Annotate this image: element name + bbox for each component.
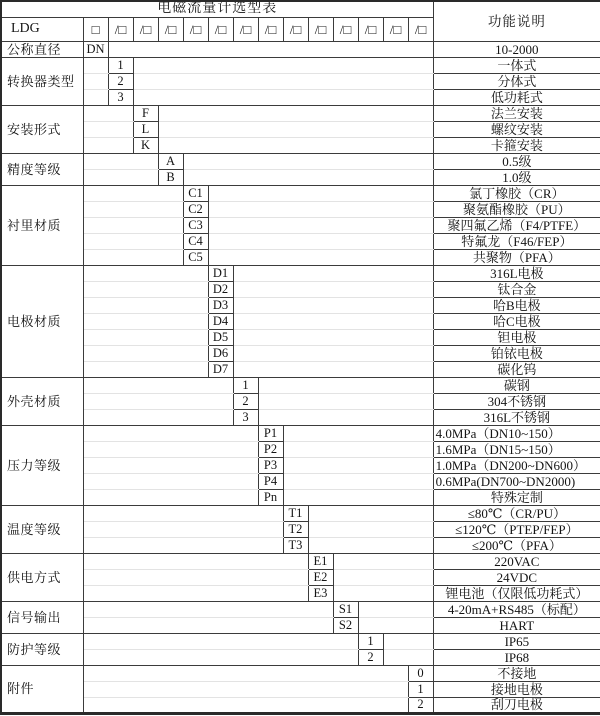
spacer-cell	[258, 377, 433, 393]
group-label: 衬里材质	[1, 185, 83, 265]
option-row	[1, 313, 600, 329]
option-code-cell: A	[158, 153, 183, 169]
spacer-cell	[83, 153, 158, 169]
spacer-cell	[83, 633, 358, 649]
spacer-cell	[233, 281, 433, 297]
spacer-cell	[83, 201, 183, 217]
spacer-cell	[158, 137, 433, 153]
spacer-cell	[83, 569, 308, 585]
option-code-cell: L	[133, 121, 158, 137]
option-description-cell: 特殊定制	[433, 489, 600, 505]
model-slot-cell: /□	[208, 17, 233, 41]
spacer-cell	[83, 233, 183, 249]
option-description-cell: 碳化钨	[433, 361, 600, 377]
spacer-cell	[133, 89, 433, 105]
option-description-cell: 聚四氟乙烯（F4/PTFE）	[433, 217, 600, 233]
option-row	[1, 553, 600, 569]
option-row	[1, 393, 600, 409]
option-row	[1, 489, 600, 505]
spacer-cell	[308, 505, 433, 521]
option-code-cell: P1	[258, 425, 283, 441]
model-box-cell: □	[83, 17, 108, 41]
option-code-cell: S1	[333, 601, 358, 617]
spacer-cell	[308, 537, 433, 553]
group-label: 电极材质	[1, 265, 83, 377]
option-row	[1, 345, 600, 361]
spacer-cell	[83, 601, 333, 617]
model-slot-cell: /□	[108, 17, 133, 41]
option-row	[1, 425, 600, 441]
option-description-cell: 共聚物（PFA）	[433, 249, 600, 265]
option-code-cell: T2	[283, 521, 308, 537]
spacer-cell	[283, 489, 433, 505]
group-label: 外壳材质	[1, 377, 83, 425]
option-row	[1, 601, 600, 617]
spacer-cell	[83, 521, 283, 537]
model-slot-cell: /□	[383, 17, 408, 41]
spacer-cell	[258, 409, 433, 425]
option-row	[1, 201, 600, 217]
option-code-cell: F	[133, 105, 158, 121]
option-row	[1, 73, 600, 89]
spacer-cell	[233, 361, 433, 377]
option-description-cell: 螺纹安装	[433, 121, 600, 137]
spacer-cell	[83, 377, 233, 393]
option-code-cell: P2	[258, 441, 283, 457]
option-code-cell: 3	[108, 89, 133, 105]
option-code-cell: 3	[233, 409, 258, 425]
option-code-cell: C1	[183, 185, 208, 201]
option-code-cell: E3	[308, 585, 333, 601]
option-row	[1, 329, 600, 345]
model-slot-cell: /□	[408, 17, 433, 41]
spacer-cell	[233, 345, 433, 361]
option-description-cell: ≤80℃（CR/PU）	[433, 505, 600, 521]
model-slot-cell: /□	[133, 17, 158, 41]
option-description-cell: 哈C电极	[433, 313, 600, 329]
spacer-cell	[83, 649, 358, 665]
spacer-cell	[283, 457, 433, 473]
spacer-cell	[83, 329, 208, 345]
option-row	[1, 441, 600, 457]
option-row	[1, 265, 600, 281]
option-row	[1, 569, 600, 585]
spacer-cell	[83, 345, 208, 361]
spacer-cell	[208, 217, 433, 233]
spacer-cell	[333, 585, 433, 601]
option-code-cell: DN	[83, 41, 108, 57]
option-row	[1, 121, 600, 137]
option-description-cell: IP68	[433, 649, 600, 665]
option-row	[1, 169, 600, 185]
option-description-cell: 碳钢	[433, 377, 600, 393]
option-code-cell: K	[133, 137, 158, 153]
option-row	[1, 185, 600, 201]
model-slot-cell: /□	[283, 17, 308, 41]
spacer-cell	[83, 585, 308, 601]
option-code-cell: D1	[208, 265, 233, 281]
option-row	[1, 649, 600, 665]
option-code-cell: E2	[308, 569, 333, 585]
option-code-cell: P3	[258, 457, 283, 473]
group-label: 转换器类型	[1, 57, 83, 105]
spacer-cell	[208, 185, 433, 201]
option-code-cell: 1	[108, 57, 133, 73]
spacer-cell	[83, 697, 408, 713]
model-slot-cell: /□	[258, 17, 283, 41]
option-row	[1, 665, 600, 681]
table-title: 电磁流量计选型表	[1, 1, 433, 17]
group-label: 安装形式	[1, 105, 83, 153]
group-label: 附件	[1, 665, 83, 713]
option-row	[1, 153, 600, 169]
spacer-cell	[83, 89, 108, 105]
function-column-header: 功能说明	[433, 1, 600, 41]
spacer-cell	[208, 233, 433, 249]
spacer-cell	[83, 185, 183, 201]
spacer-cell	[158, 105, 433, 121]
option-code-cell: C4	[183, 233, 208, 249]
option-code-cell: B	[158, 169, 183, 185]
option-row	[1, 89, 600, 105]
option-description-cell: 接地电极	[433, 681, 600, 697]
model-slot-cell: /□	[183, 17, 208, 41]
option-code-cell: 1	[358, 633, 383, 649]
spacer-cell	[83, 537, 283, 553]
spacer-cell	[83, 73, 108, 89]
option-description-cell: 铂铱电极	[433, 345, 600, 361]
group-label: 温度等级	[1, 505, 83, 553]
option-description-cell: 哈B电极	[433, 297, 600, 313]
option-description-cell: 聚氨酯橡胶（PU）	[433, 201, 600, 217]
option-description-cell: HART	[433, 617, 600, 633]
option-description-cell: IP65	[433, 633, 600, 649]
spacer-cell	[233, 297, 433, 313]
spacer-cell	[108, 41, 433, 57]
option-row	[1, 217, 600, 233]
spacer-cell	[333, 569, 433, 585]
option-code-cell: S2	[333, 617, 358, 633]
option-description-cell: 316L电极	[433, 265, 600, 281]
spacer-cell	[83, 105, 133, 121]
spacer-cell	[283, 473, 433, 489]
spacer-cell	[83, 361, 208, 377]
option-description-cell: 特氟龙（F46/FEP）	[433, 233, 600, 249]
option-description-cell: 304不锈钢	[433, 393, 600, 409]
spacer-cell	[83, 217, 183, 233]
option-description-cell: 一体式	[433, 57, 600, 73]
option-description-cell: 24VDC	[433, 569, 600, 585]
spacer-cell	[358, 617, 433, 633]
option-code-cell: 2	[233, 393, 258, 409]
option-row	[1, 585, 600, 601]
option-row	[1, 681, 600, 697]
group-label: 精度等级	[1, 153, 83, 185]
option-code-cell: D3	[208, 297, 233, 313]
option-code-cell: D7	[208, 361, 233, 377]
model-slot-cell: /□	[308, 17, 333, 41]
group-label: 供电方式	[1, 553, 83, 601]
spacer-cell	[283, 425, 433, 441]
option-description-cell: 1.0MPa（DN200~DN600）	[433, 457, 600, 473]
spacer-cell	[183, 169, 433, 185]
spacer-cell	[233, 265, 433, 281]
option-row	[1, 233, 600, 249]
option-description-cell: 钛合金	[433, 281, 600, 297]
option-description-cell: 4-20mA+RS485（标配）	[433, 601, 600, 617]
spacer-cell	[83, 121, 133, 137]
option-description-cell: 低功耗式	[433, 89, 600, 105]
option-code-cell: 1	[408, 681, 433, 697]
option-row	[1, 377, 600, 393]
spacer-cell	[83, 249, 183, 265]
option-row	[1, 473, 600, 489]
option-code-cell: 2	[408, 697, 433, 713]
model-slot-cell: /□	[158, 17, 183, 41]
spacer-cell	[208, 201, 433, 217]
option-description-cell: 1.0级	[433, 169, 600, 185]
option-description-cell: 刮刀电极	[433, 697, 600, 713]
option-row	[1, 617, 600, 633]
option-row	[1, 281, 600, 297]
option-row	[1, 697, 600, 713]
option-code-cell: P4	[258, 473, 283, 489]
spacer-cell	[83, 665, 408, 681]
spacer-cell	[283, 441, 433, 457]
option-description-cell: 卡箍安装	[433, 137, 600, 153]
option-row	[1, 105, 600, 121]
spacer-cell	[258, 393, 433, 409]
spacer-cell	[83, 169, 158, 185]
spacer-cell	[83, 281, 208, 297]
option-row	[1, 297, 600, 313]
option-description-cell: 4.0MPa（DN10~150）	[433, 425, 600, 441]
option-description-cell: 316L不锈钢	[433, 409, 600, 425]
title-row	[1, 1, 600, 17]
spacer-cell	[83, 409, 233, 425]
spacer-cell	[83, 137, 133, 153]
option-code-cell: 0	[408, 665, 433, 681]
option-row	[1, 537, 600, 553]
group-label: 信号输出	[1, 601, 83, 633]
spacer-cell	[183, 153, 433, 169]
option-row	[1, 521, 600, 537]
option-code-cell: E1	[308, 553, 333, 569]
option-description-cell: 氯丁橡胶（CR）	[433, 185, 600, 201]
option-code-cell: C2	[183, 201, 208, 217]
option-code-cell: T3	[283, 537, 308, 553]
option-code-cell: D4	[208, 313, 233, 329]
spacer-cell	[133, 73, 433, 89]
spacer-cell	[83, 425, 258, 441]
spacer-cell	[158, 121, 433, 137]
option-row	[1, 249, 600, 265]
option-description-cell: 钽电极	[433, 329, 600, 345]
option-code-cell: T1	[283, 505, 308, 521]
option-row	[1, 361, 600, 377]
option-code-cell: D5	[208, 329, 233, 345]
option-description-cell: 1.6MPa（DN15~150）	[433, 441, 600, 457]
option-row	[1, 457, 600, 473]
spacer-cell	[83, 617, 333, 633]
spacer-cell	[308, 521, 433, 537]
option-description-cell: ≤120℃（PTEP/FEP）	[433, 521, 600, 537]
option-code-cell: D6	[208, 345, 233, 361]
model-slot-cell: /□	[333, 17, 358, 41]
spacer-cell	[83, 457, 258, 473]
group-label: 防护等级	[1, 633, 83, 665]
option-description-cell: 锂电池（仅限低功耗式）	[433, 585, 600, 601]
spacer-cell	[83, 473, 258, 489]
model-prefix-cell: LDG	[1, 17, 83, 41]
model-slot-cell: /□	[358, 17, 383, 41]
group-label: 公称直径	[1, 41, 83, 57]
spacer-cell	[83, 57, 108, 73]
option-code-cell: 2	[358, 649, 383, 665]
option-code-cell: C3	[183, 217, 208, 233]
spacer-cell	[208, 249, 433, 265]
spacer-cell	[83, 681, 408, 697]
spacer-cell	[83, 441, 258, 457]
spacer-cell	[83, 489, 258, 505]
group-label: 压力等级	[1, 425, 83, 505]
spacer-cell	[83, 297, 208, 313]
option-row	[1, 57, 600, 73]
option-row	[1, 505, 600, 521]
option-row	[1, 137, 600, 153]
option-description-cell: 10-2000	[433, 41, 600, 57]
option-description-cell: 分体式	[433, 73, 600, 89]
option-row	[1, 409, 600, 425]
spacer-cell	[358, 601, 433, 617]
spacer-cell	[333, 553, 433, 569]
option-row	[1, 41, 600, 57]
spacer-cell	[233, 313, 433, 329]
option-row	[1, 633, 600, 649]
option-description-cell: 不接地	[433, 665, 600, 681]
spacer-cell	[83, 313, 208, 329]
spacer-cell	[83, 553, 308, 569]
option-code-cell: D2	[208, 281, 233, 297]
spacer-cell	[83, 505, 283, 521]
model-slot-cell: /□	[233, 17, 258, 41]
option-description-cell: 0.6MPa(DN700~DN2000)	[433, 473, 600, 489]
option-code-cell: 1	[233, 377, 258, 393]
spacer-cell	[83, 265, 208, 281]
option-code-cell: 2	[108, 73, 133, 89]
spacer-cell	[233, 329, 433, 345]
spacer-cell	[383, 633, 433, 649]
option-description-cell: ≤200℃（PFA）	[433, 537, 600, 553]
option-code-cell: C5	[183, 249, 208, 265]
option-description-cell: 220VAC	[433, 553, 600, 569]
spacer-cell	[133, 57, 433, 73]
option-code-cell: Pn	[258, 489, 283, 505]
option-description-cell: 法兰安装	[433, 105, 600, 121]
spacer-cell	[83, 393, 233, 409]
spacer-cell	[383, 649, 433, 665]
option-description-cell: 0.5级	[433, 153, 600, 169]
